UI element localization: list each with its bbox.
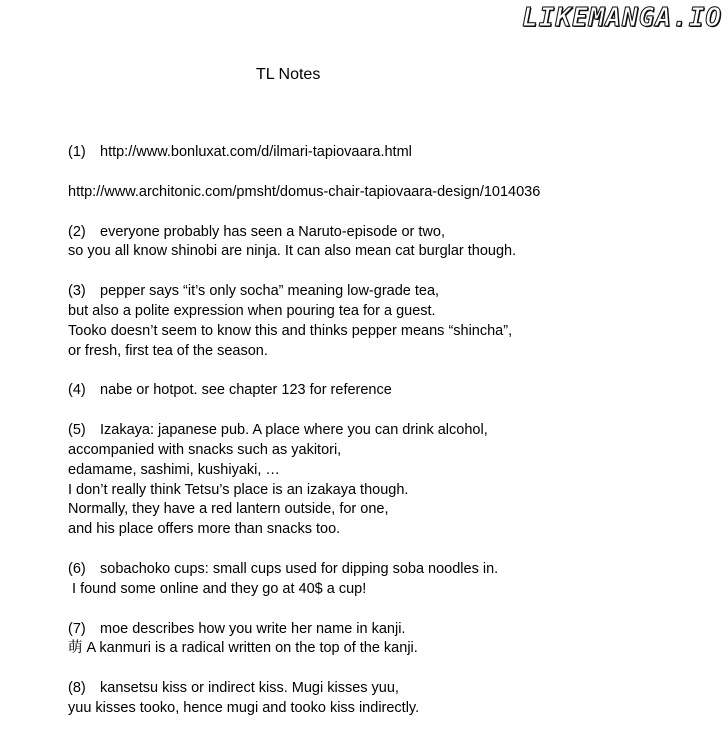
note-number: (3) xyxy=(68,283,86,300)
note-line xyxy=(68,302,708,322)
note-paragraph xyxy=(68,421,708,540)
note-text: Tooko doesn’t seem to know this and thinks pepper means “shincha”, xyxy=(68,322,513,339)
note-text: everyone probably has seen a Naruto-episode or two, xyxy=(100,223,445,240)
note-text: Izakaya: japanese pub. A place where you can drink alcohol, xyxy=(100,422,488,439)
note-text: http://www.architonic.com/pmsht/domus-chair-tapiovaara-design/1014036 xyxy=(68,183,541,200)
note-line xyxy=(68,500,708,520)
note-number: (7) xyxy=(68,620,86,637)
note-line xyxy=(68,441,708,461)
note-line xyxy=(68,520,708,540)
note-text: http://www.bonluxat.com/d/ilmari-tapiovaara.html xyxy=(100,144,412,160)
note-line xyxy=(68,322,708,342)
note-line xyxy=(68,183,708,203)
note-line xyxy=(68,560,708,580)
note-line xyxy=(68,639,708,659)
note-line xyxy=(68,699,708,719)
note-text: Normally, they have a red lantern outside, for one, xyxy=(68,501,389,518)
note-line xyxy=(68,481,708,501)
note-paragraph xyxy=(68,143,708,163)
note-number: (8) xyxy=(68,680,86,697)
note-text: moe describes how you write her name in kanji. xyxy=(100,620,406,637)
note-paragraph xyxy=(68,679,708,719)
note-line xyxy=(68,143,708,163)
note-text: edamame, sashimi, kushiyaki, … xyxy=(68,461,280,478)
note-paragraph xyxy=(68,183,708,203)
note-text: or fresh, first tea of the season. xyxy=(68,342,268,359)
note-line xyxy=(68,342,708,362)
note-line xyxy=(68,223,708,243)
note-text: I don’t really think Tetsu’s place is an izakaya though. xyxy=(68,481,409,498)
notes-list xyxy=(68,143,708,739)
note-text: yuu kisses tooko, hence mugi and tooko kiss indirectly. xyxy=(68,699,420,716)
note-text: sobachoko cups: small cups used for dipping soba noodles in. xyxy=(100,560,499,577)
note-text: 萌 A kanmuri is a radical written on the top of the kanji. xyxy=(68,640,418,657)
note-line xyxy=(68,282,708,302)
note-line xyxy=(68,580,708,600)
note-paragraph xyxy=(68,381,708,401)
page-title: TL Notes xyxy=(256,66,321,83)
site-watermark: LIKEMANGA.IO xyxy=(522,3,722,33)
note-number: (1) xyxy=(68,144,86,160)
note-text: kansetsu kiss or indirect kiss. Mugi kisses yuu, xyxy=(100,680,399,697)
note-text: nabe or hotpot. see chapter 123 for reference xyxy=(100,382,392,399)
note-number: (2) xyxy=(68,223,86,240)
note-number: (4) xyxy=(68,382,86,399)
note-text: accompanied with snacks such as yakitori, xyxy=(68,441,342,458)
note-paragraph xyxy=(68,620,708,660)
note-text: but also a polite expression when pouring tea for a guest. xyxy=(68,302,436,319)
note-paragraph xyxy=(68,282,708,361)
note-paragraph xyxy=(68,560,708,600)
note-number: (5) xyxy=(68,422,86,439)
note-number: (6) xyxy=(68,560,86,577)
note-line xyxy=(68,620,708,640)
note-text: I found some online and they go at 40$ a cup! xyxy=(68,580,367,597)
note-paragraph xyxy=(68,223,708,263)
note-line xyxy=(68,421,708,441)
note-text: so you all know shinobi are ninja. It can also mean cat burglar though. xyxy=(68,243,517,260)
note-text: pepper says “it’s only socha” meaning low-grade tea, xyxy=(100,283,440,300)
note-line xyxy=(68,461,708,481)
note-line xyxy=(68,242,708,262)
note-text: and his place offers more than snacks too. xyxy=(68,521,341,538)
note-line xyxy=(68,381,708,401)
note-line xyxy=(68,679,708,699)
